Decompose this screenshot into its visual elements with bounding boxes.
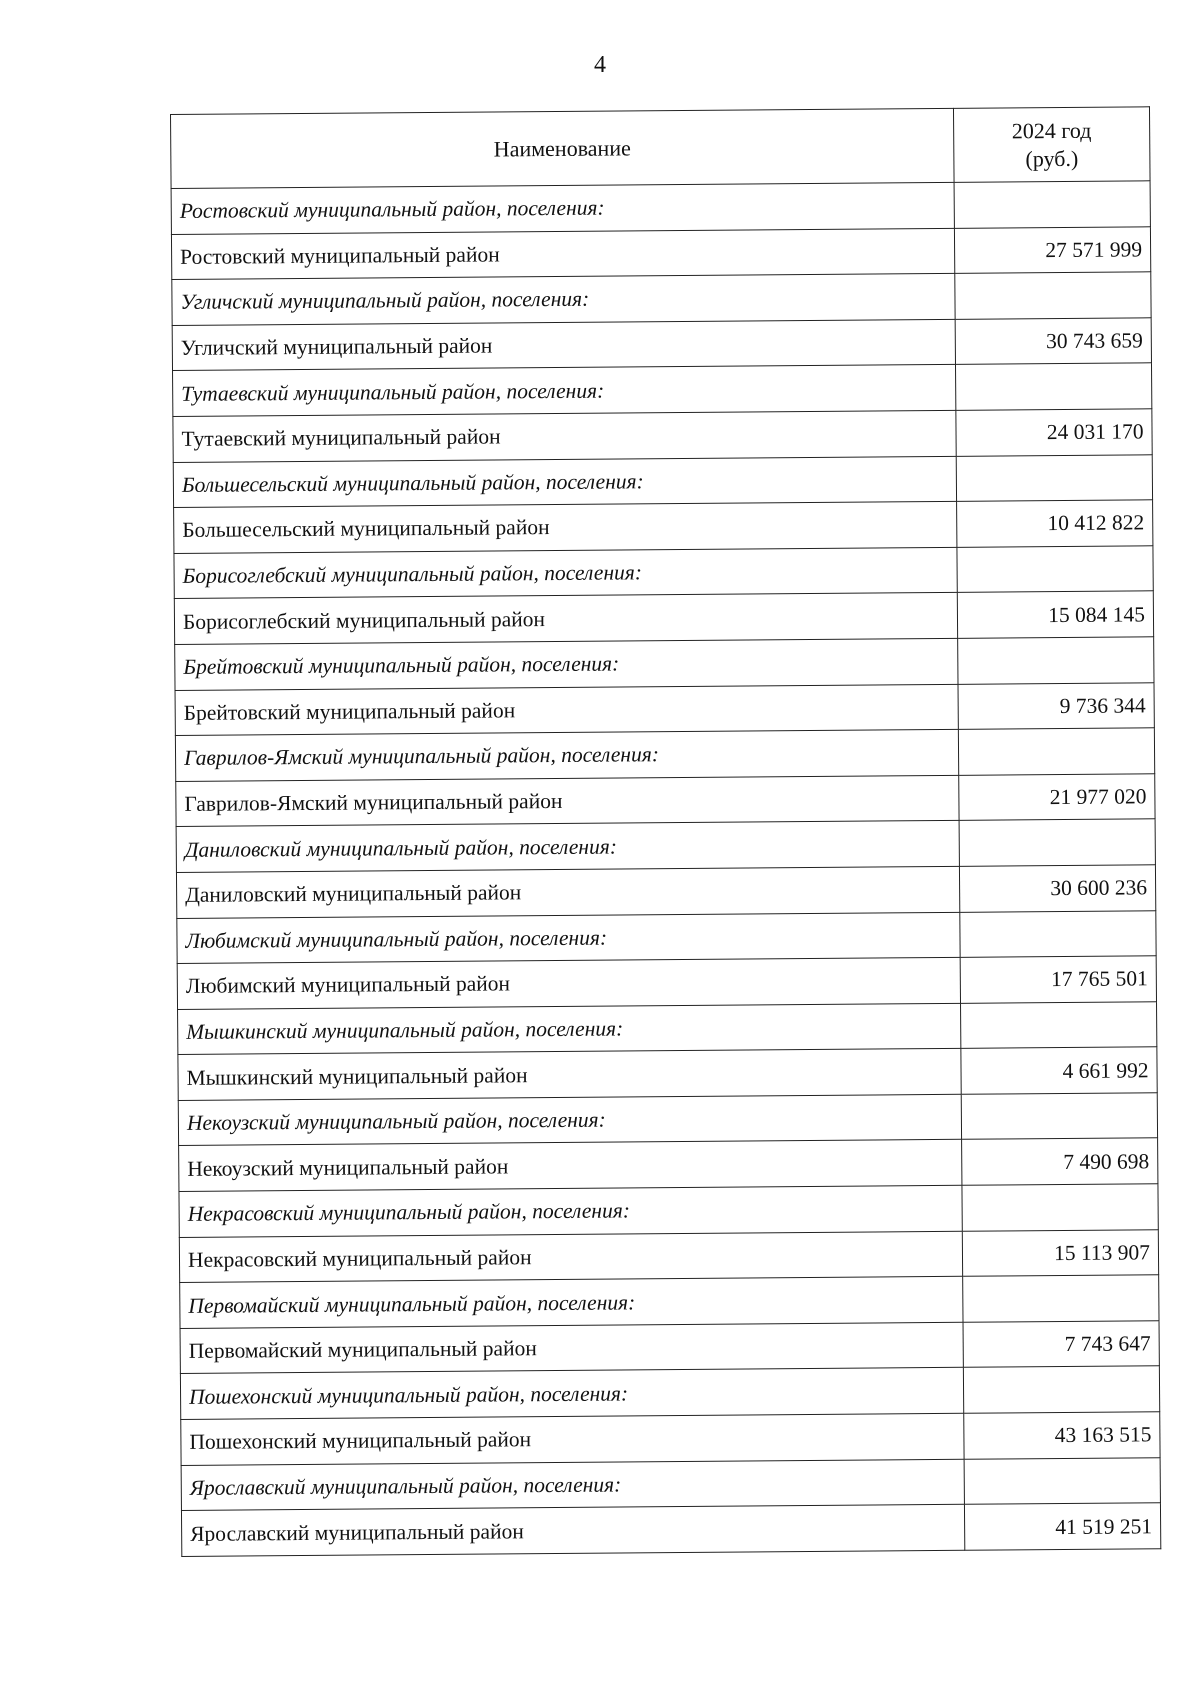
- table-row: [172, 318, 1151, 371]
- page-number: 4: [594, 52, 606, 78]
- row-name: Ярославский муниципальный район, поселения:: [181, 1459, 964, 1511]
- row-name: Некоузский муниципальный район: [179, 1140, 962, 1192]
- row-value: 24 031 170: [956, 409, 1152, 456]
- row-value: 15 113 907: [962, 1229, 1158, 1276]
- row-value: [963, 1275, 1159, 1322]
- row-name: Угличский муниципальный район, поселения:: [172, 274, 955, 326]
- budget-table: [170, 106, 1161, 1556]
- row-value: 30 743 659: [955, 318, 1151, 365]
- table-body: [171, 181, 1161, 1556]
- row-name: Некрасовский муниципальный район: [179, 1231, 962, 1283]
- row-value: [963, 1366, 1159, 1413]
- row-value: 10 412 822: [957, 500, 1153, 547]
- row-name: Даниловский муниципальный район: [176, 866, 959, 918]
- row-name: Пошехонский муниципальный район: [181, 1413, 964, 1465]
- table-row: [176, 865, 1155, 918]
- row-value: 41 519 251: [964, 1503, 1160, 1550]
- table-row: [177, 910, 1156, 963]
- table-row: [173, 409, 1152, 462]
- row-name: Любимский муниципальный район: [177, 957, 960, 1009]
- row-name: Борисоглебский муниципальный район: [174, 593, 957, 645]
- table-row: [180, 1366, 1159, 1419]
- table-row: [180, 1321, 1159, 1374]
- table-row: [177, 956, 1156, 1009]
- row-value: 43 163 515: [964, 1412, 1160, 1459]
- table-row: [174, 591, 1153, 644]
- header-value-year: 2024 год: [1011, 117, 1092, 143]
- table-row: [178, 1093, 1157, 1146]
- row-name: Угличский муниципальный район: [172, 319, 955, 371]
- row-value: 7 743 647: [963, 1321, 1159, 1368]
- row-value: [964, 1457, 1160, 1504]
- row-value: 21 977 020: [959, 774, 1155, 821]
- table-row: [180, 1275, 1159, 1328]
- table-row: [176, 774, 1155, 827]
- row-name: Мышкинский муниципальный район: [178, 1049, 961, 1101]
- table-row: [178, 1001, 1157, 1054]
- row-value: [961, 1093, 1157, 1140]
- row-name: Первомайский муниципальный район, поселения:: [180, 1277, 963, 1329]
- table-row: [181, 1457, 1160, 1510]
- row-value: 9 736 344: [958, 682, 1154, 729]
- row-value: [959, 819, 1155, 866]
- row-name: Гаврилов-Ямский муниципальный район: [176, 775, 959, 827]
- row-name: Первомайский муниципальный район: [180, 1322, 963, 1374]
- row-name: Большесельский муниципальный район: [174, 501, 957, 553]
- row-name: Ростовский муниципальный район, поселения:: [171, 182, 954, 234]
- row-value: [958, 637, 1154, 684]
- row-name: Даниловский муниципальный район, поселения:: [176, 821, 959, 873]
- header-name: Наименование: [171, 108, 955, 188]
- row-value: [958, 728, 1154, 775]
- row-name: Некоузский муниципальный район, поселения:: [178, 1094, 961, 1146]
- header-value: [953, 107, 1150, 183]
- row-name: Некрасовский муниципальный район, поселения:: [179, 1185, 962, 1237]
- table-row: [174, 500, 1153, 553]
- table-row: [179, 1138, 1158, 1191]
- row-value: 4 661 992: [961, 1047, 1157, 1094]
- header-value-unit: (руб.): [1025, 145, 1079, 171]
- row-name: Ярославский муниципальный район: [181, 1505, 964, 1557]
- row-value: [956, 454, 1152, 501]
- row-value: 15 084 145: [957, 591, 1153, 638]
- row-name: Брейтовский муниципальный район: [175, 684, 958, 736]
- row-name: Гаврилов-Ямский муниципальный район, поселения:: [175, 729, 958, 781]
- row-name: Мышкинский муниципальный район, поселения:: [178, 1003, 961, 1055]
- row-value: [955, 363, 1151, 410]
- row-value: 17 765 501: [960, 956, 1156, 1003]
- table-row: [181, 1503, 1160, 1556]
- row-value: [961, 1001, 1157, 1048]
- row-value: 7 490 698: [962, 1138, 1158, 1185]
- table-row: [173, 363, 1152, 416]
- row-value: 27 571 999: [954, 226, 1150, 273]
- row-name: Брейтовский муниципальный район, поселения:: [175, 638, 958, 690]
- row-name: Пошехонский муниципальный район, поселения:: [180, 1368, 963, 1420]
- row-value: 30 600 236: [959, 865, 1155, 912]
- table-row: [175, 728, 1154, 781]
- row-value: [960, 910, 1156, 957]
- row-name: Большесельский муниципальный район, поселения:: [173, 456, 956, 508]
- table-row: [172, 272, 1151, 325]
- table-row: [179, 1229, 1158, 1282]
- table-header-row: [171, 107, 1151, 189]
- table-row: [179, 1184, 1158, 1237]
- row-value: [962, 1184, 1158, 1231]
- table-row: [171, 181, 1150, 234]
- table-row: [174, 546, 1153, 599]
- row-name: Ростовский муниципальный район: [171, 228, 954, 280]
- table-row: [175, 682, 1154, 735]
- row-value: [954, 181, 1150, 228]
- table-row: [173, 454, 1152, 507]
- row-name: Любимский муниципальный район, поселения:: [177, 912, 960, 964]
- row-value: [955, 272, 1151, 319]
- row-name: Тутаевский муниципальный район: [173, 410, 956, 462]
- table-row: [171, 226, 1150, 279]
- row-name: Тутаевский муниципальный район, поселения:: [173, 365, 956, 417]
- row-name: Борисоглебский муниципальный район, поселения:: [174, 547, 957, 599]
- row-value: [957, 546, 1153, 593]
- budget-table-wrapper: [170, 106, 1160, 1556]
- table-row: [176, 819, 1155, 872]
- table-row: [181, 1412, 1160, 1465]
- table-row: [178, 1047, 1157, 1100]
- table-row: [175, 637, 1154, 690]
